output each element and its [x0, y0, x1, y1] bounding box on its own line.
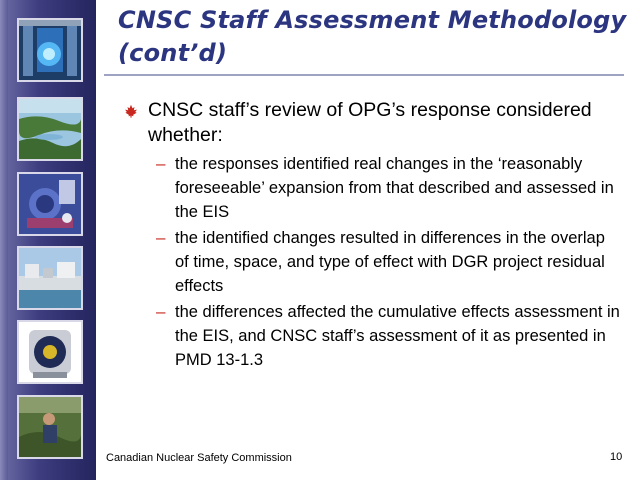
sub-bullet-text: the responses identified real changes in the ‘reasonably foreseeable’ expansion from that described and assessed in the EIS: [175, 155, 614, 221]
page-number: 10: [610, 451, 623, 463]
maple-leaf-icon: [124, 104, 138, 118]
sub-bullet: [148, 300, 623, 372]
sub-bullet-list: [118, 152, 623, 372]
photo-fuel-handling: [17, 172, 83, 236]
photo-equipment-reel: [17, 320, 83, 384]
photo-lake-aerial: [17, 97, 83, 161]
main-bullet-text: CNSC staff’s review of OPG’s response considered whether:: [148, 99, 592, 146]
slide-body: [118, 98, 623, 374]
sub-bullet: [148, 226, 623, 298]
title-divider: [104, 74, 624, 76]
dash-marker: –: [156, 228, 166, 247]
main-bullet: [118, 98, 623, 148]
sub-bullet: [148, 152, 623, 224]
dash-marker: –: [156, 302, 166, 321]
sidebar-photo-strip: [0, 0, 96, 480]
slide-title: CNSC Staff Assessment Methodology (cont’d): [118, 6, 627, 67]
photo-field-worker: [17, 395, 83, 459]
sidebar-edge: [0, 0, 8, 480]
sub-bullet-text: the differences affected the cumulative effects assessment in the EIS, and CNSC staff’s assessment of it as presented in PMD 13-1.3: [175, 303, 620, 369]
photo-nuclear-plant: [17, 246, 83, 310]
dash-marker: –: [156, 154, 166, 173]
photo-reactor-pool: [17, 18, 83, 82]
footer-organization: Canadian Nuclear Safety Commission: [106, 452, 292, 464]
sub-bullet-text: the identified changes resulted in differences in the overlap of time, space, and type of effect with DGR project residual effects: [175, 229, 605, 295]
